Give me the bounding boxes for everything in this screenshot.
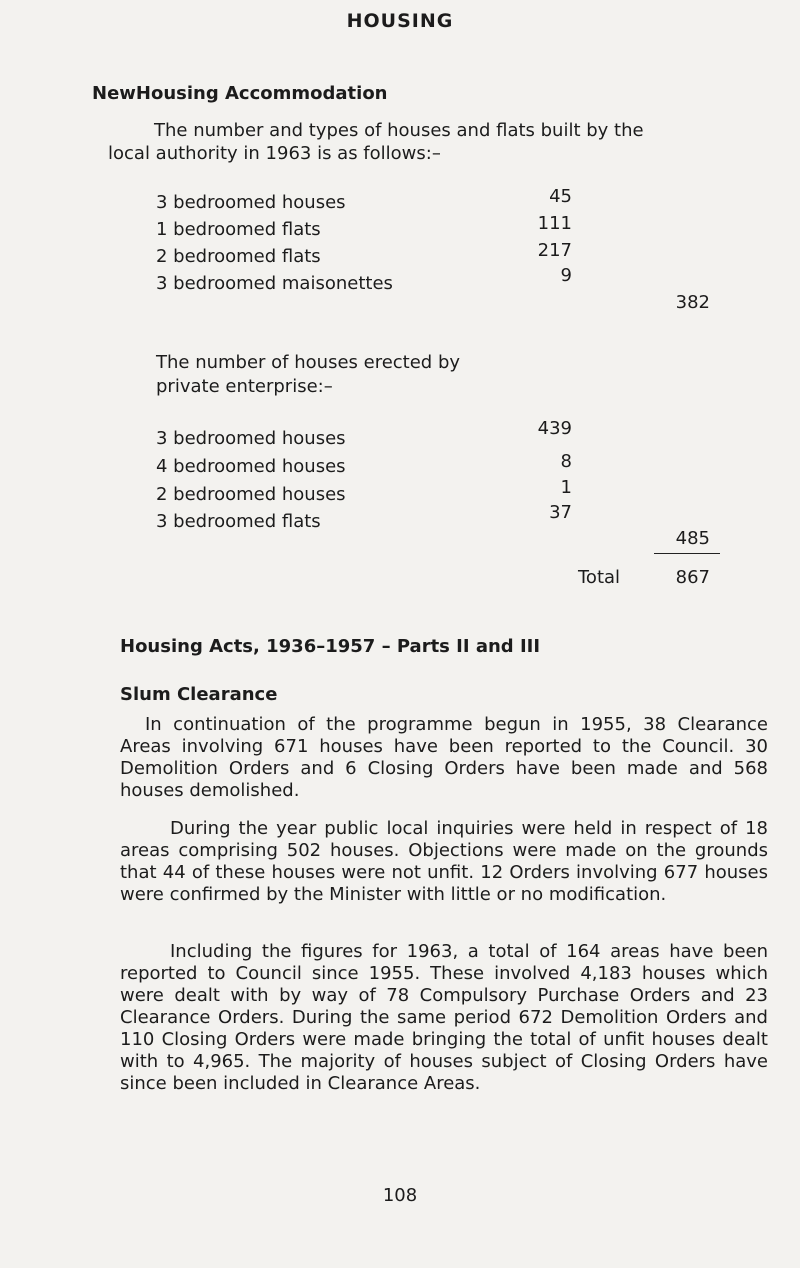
page-header: HOUSING (346, 10, 454, 32)
la-item-label: 3 bedroomed maisonettes (156, 273, 393, 294)
intro-line-2: local authority in 1963 is as follows:– (108, 143, 441, 164)
private-item-value: 1 (560, 477, 572, 498)
la-item-label: 1 bedroomed flats (156, 219, 321, 240)
private-intro-line-1: The number of houses erected by (156, 352, 461, 373)
la-item-value: 111 (537, 213, 572, 234)
private-item-label: 2 bedroomed houses (156, 484, 346, 505)
page-number: 108 (382, 1185, 418, 1206)
private-subtotal: 485 (675, 528, 710, 549)
la-item-label: 3 bedroomed houses (156, 192, 346, 213)
private-item-value: 439 (537, 418, 572, 439)
la-item-value: 217 (537, 240, 572, 261)
private-item-label: 3 bedroomed houses (156, 428, 346, 449)
paragraph-1 (120, 714, 768, 802)
private-item-label: 3 bedroomed flats (156, 511, 321, 532)
slum-clearance-heading: Slum Clearance (120, 684, 278, 705)
paragraph-1-text: In continuation of the programme begun in 1955, 38 Clearance Areas involving 671 houses have been reported to the Council. 30 Demolition Orders and 6 Closing Orders have been made and 568 houses demolished. (120, 714, 768, 801)
total-label: Total (578, 567, 621, 588)
private-item-label: 4 bedroomed houses (156, 456, 346, 477)
la-item-value: 9 (560, 265, 572, 286)
paragraph-2 (120, 818, 768, 906)
housing-acts-heading: Housing Acts, 1936–1957 – Parts II and III (120, 636, 541, 657)
private-item-value: 8 (560, 451, 572, 472)
paragraph-2-text: During the year public local inquiries were held in respect of 18 areas comprising 502 houses. Objections were made on the grounds that 44 of these houses were not unfit. 12 Orders involving 677 houses were confirmed by the Minister with little or no modification. (120, 818, 768, 905)
paragraph-3 (120, 941, 768, 1095)
paragraph-3-text: Including the figures for 1963, a total of 164 areas have been reported to Council since 1955. These involved 4,183 houses which were dealt with by way of 78 Compulsory Purchase Orders and 23 Clearance Orders. During the same period 672 Demolition Orders and 110 Closing Orders were made bringing the total of unfit houses dealt with to 4,965. The majority of houses subject of Closing Orders have since been included in Clearance Areas. (120, 941, 768, 1094)
private-item-value: 37 (549, 502, 572, 523)
total-value: 867 (675, 567, 710, 588)
section-heading-new-housing: NewHousing Accommodation (92, 83, 388, 104)
private-intro-line-2: private enterprise:– (156, 376, 333, 397)
la-item-label: 2 bedroomed flats (156, 246, 321, 267)
la-subtotal: 382 (675, 292, 710, 313)
la-item-value: 45 (549, 186, 572, 207)
total-rule (654, 553, 720, 554)
intro-line-1: The number and types of houses and flats built by the (154, 120, 644, 141)
